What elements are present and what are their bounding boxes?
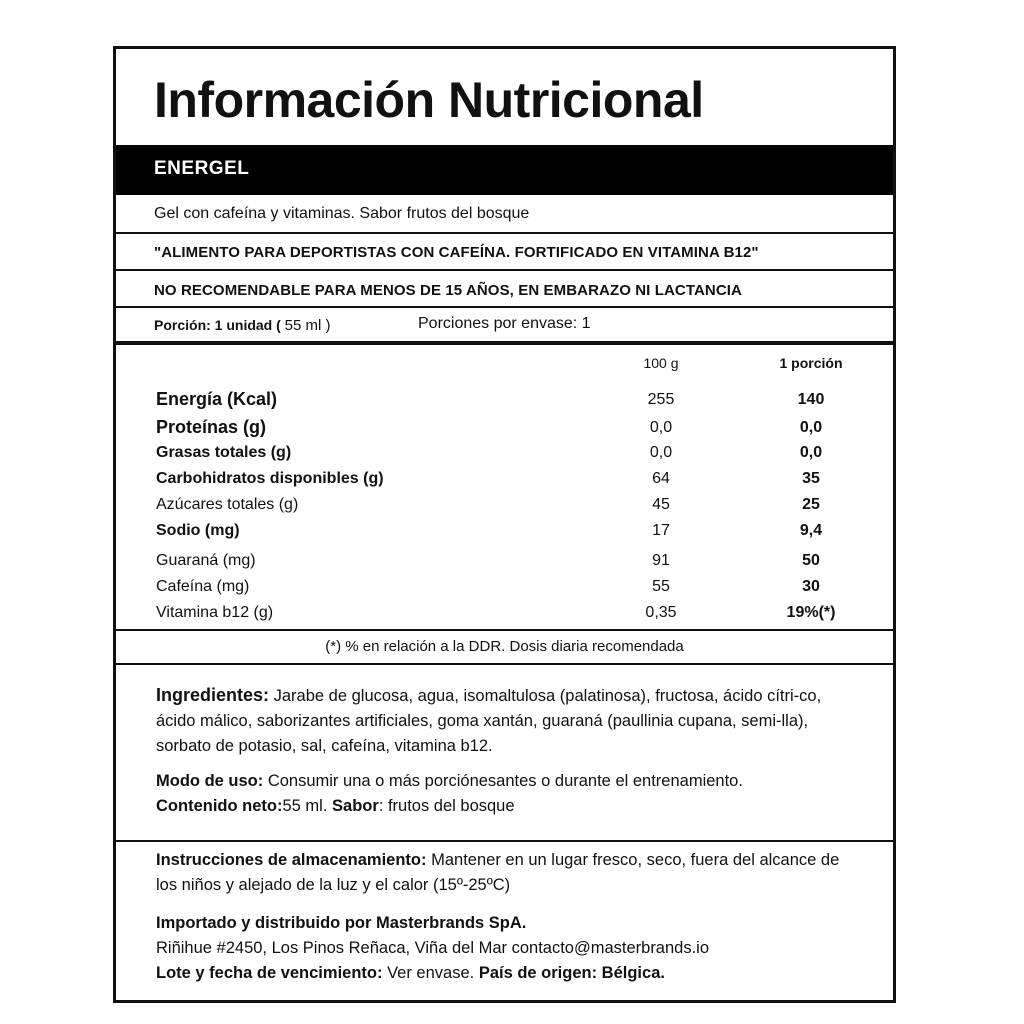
divider xyxy=(116,663,893,665)
importer-label: Importado y distribuido por Masterbrands SpA. xyxy=(156,914,527,932)
value-100g: 55 xyxy=(652,578,670,595)
nutrition-label xyxy=(113,46,896,1003)
nutrient-name: Grasas totales (g) xyxy=(156,444,292,461)
usage-block xyxy=(156,769,861,794)
table-row xyxy=(116,578,893,602)
nutrient-name: Azúcares totales (g) xyxy=(156,496,299,513)
nutrient-name: Energía (Kcal) xyxy=(156,389,278,409)
origin-label: País de origen: Bélgica. xyxy=(478,964,665,982)
flavor-label: Sabor xyxy=(332,797,379,815)
servings-per-container: Porciones por envase: 1 xyxy=(418,315,591,332)
value-portion: 50 xyxy=(802,552,820,569)
importer-block xyxy=(156,911,861,986)
storage-block xyxy=(156,848,861,898)
value-portion: 35 xyxy=(802,470,820,487)
table-row xyxy=(116,470,893,494)
value-100g: 0,0 xyxy=(649,444,673,461)
nutrient-name: Guaraná (mg) xyxy=(156,552,256,569)
table-footnote: (*) % en relación a la DDR. Dosis diaria recomendada xyxy=(325,638,684,655)
importer-address: Riñihue #2450, Los Pinos Reñaca, Viña del Mar contacto@masterbrands.io xyxy=(156,939,710,957)
table-row xyxy=(116,444,893,468)
value-100g: 0,0 xyxy=(649,419,673,436)
net-content-label: Contenido neto: xyxy=(156,797,283,815)
portion-size xyxy=(154,317,331,334)
col-portion-header: 1 porción xyxy=(779,355,843,371)
value-portion: 0,0 xyxy=(799,419,823,436)
label-title: Información Nutricional xyxy=(154,72,704,128)
flavor-value: : frutos del bosque xyxy=(378,797,515,815)
product-band xyxy=(116,145,893,195)
storage-text: Mantener en un lugar fresco, seco, fuera del alcance de los niños y alejado de la luz y el calor (15º-25ºC) xyxy=(156,851,840,894)
divider xyxy=(116,629,893,631)
net-content-value: 55 ml. xyxy=(282,797,328,815)
value-portion: 0,0 xyxy=(799,444,823,461)
thick-divider xyxy=(116,341,893,345)
col-100g-header: 100 g xyxy=(643,355,679,371)
lot-label: Lote y fecha de vencimiento: xyxy=(156,964,383,982)
value-portion: 19%(*) xyxy=(786,604,836,621)
value-portion: 25 xyxy=(802,496,820,513)
value-100g: 64 xyxy=(652,470,670,487)
table-row xyxy=(116,522,893,546)
lot-text: Ver envase. xyxy=(387,964,475,982)
value-portion: 140 xyxy=(797,391,825,408)
net-content-block xyxy=(156,794,861,819)
divider xyxy=(116,840,893,842)
value-100g: 0,35 xyxy=(645,604,677,621)
nutrient-name: Proteínas (g) xyxy=(156,417,267,437)
title-section xyxy=(116,49,893,145)
warning-text: NO RECOMENDABLE PARA MENOS DE 15 AÑOS, EN EMBARAZO NI LACTANCIA xyxy=(154,282,742,299)
storage-label: Instrucciones de almacenamiento: xyxy=(156,851,427,869)
table-row xyxy=(116,417,893,441)
divider xyxy=(116,269,893,271)
table-row xyxy=(116,496,893,520)
portion-amount: 55 ml ) xyxy=(284,317,331,334)
table-header xyxy=(116,355,893,379)
usage-text: Consumir una o más porciónesantes o durante el entrenamiento. xyxy=(267,772,743,790)
value-100g: 255 xyxy=(647,391,675,408)
value-100g: 17 xyxy=(652,522,670,539)
ingredients-block xyxy=(156,683,861,759)
table-row xyxy=(116,389,893,413)
nutrient-name: Sodio (mg) xyxy=(156,522,240,539)
usage-label: Modo de uso: xyxy=(156,772,264,790)
portion-label: Porción: 1 unidad ( xyxy=(154,317,281,333)
value-portion: 30 xyxy=(802,578,820,595)
divider xyxy=(116,306,893,308)
nutrient-name: Carbohidratos disponibles (g) xyxy=(156,470,384,487)
divider xyxy=(116,232,893,234)
value-portion: 9,4 xyxy=(799,522,823,539)
nutrient-name: Vitamina b12 (g) xyxy=(156,604,274,621)
value-100g: 45 xyxy=(652,496,670,513)
nutrient-name: Cafeína (mg) xyxy=(156,578,250,595)
table-row xyxy=(116,604,893,628)
ingredients-label: Ingredientes: xyxy=(156,685,270,705)
product-description: Gel con cafeína y vitaminas. Sabor frutos del bosque xyxy=(154,205,530,222)
product-claim: "ALIMENTO PARA DEPORTISTAS CON CAFEÍNA. FORTIFICADO EN VITAMINA B12" xyxy=(154,244,759,261)
ingredients-text: Jarabe de glucosa, agua, isomaltulosa (palatinosa), fructosa, ácido cítri-co, ácido málico, saborizantes artificiales, goma xantán, guaraná (paullinia cupana, semi-lla), sorbato de potasio, sal, cafeína, vitamina b12. xyxy=(156,687,822,755)
table-row xyxy=(116,552,893,576)
product-name: ENERGEL xyxy=(154,158,250,179)
value-100g: 91 xyxy=(652,552,670,569)
